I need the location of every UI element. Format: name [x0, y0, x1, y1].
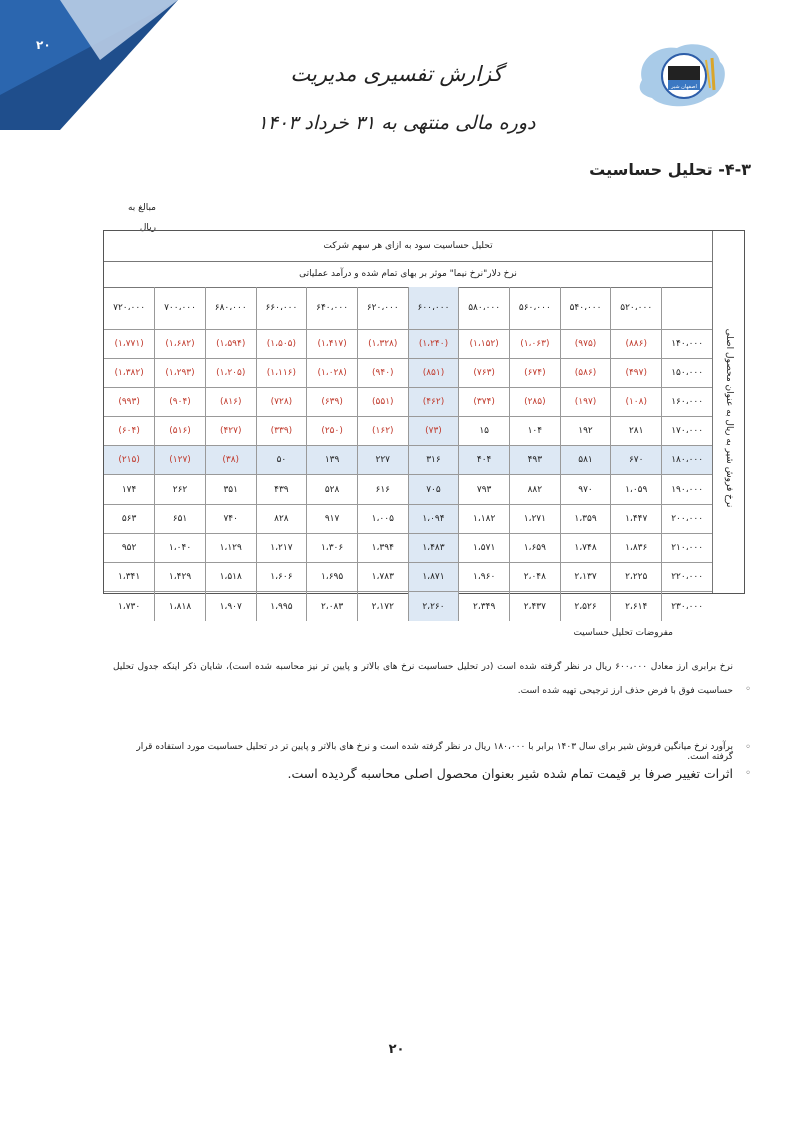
value-cell: (۱،۵۰۵) — [256, 329, 307, 358]
value-cell: ۱،۲۷۱ — [510, 504, 561, 533]
value-cell: (۱،۲۹۳) — [155, 358, 206, 387]
table-row — [104, 592, 712, 621]
value-cell: (۴۶۲) — [408, 387, 459, 416]
value-cell: ۱،۴۸۳ — [408, 533, 459, 562]
value-cell: (۹۹۳) — [104, 387, 155, 416]
value-cell: (۳۸) — [205, 446, 256, 475]
value-cell: ۲،۱۷۲ — [357, 592, 408, 621]
value-cell: ۱،۲۱۷ — [256, 533, 307, 562]
unit-label: مبالغ به ریال — [127, 203, 156, 233]
column-header: ۵۸۰،۰۰۰ — [459, 287, 510, 329]
bullet-icon: ◦ — [745, 768, 751, 779]
table-row — [104, 563, 712, 592]
value-cell: ۶۵۱ — [155, 504, 206, 533]
row-label: ۱۵۰،۰۰۰ — [662, 358, 713, 387]
value-cell: ۲،۶۱۴ — [611, 592, 662, 621]
corner-cell — [662, 287, 713, 329]
report-period: دوره مالی منتهی به ۳۱ خرداد ۱۴۰۳ — [257, 112, 536, 134]
row-label: ۱۷۰،۰۰۰ — [662, 417, 713, 446]
column-header-row — [104, 287, 712, 329]
table-row — [104, 533, 712, 562]
value-cell: (۹۰۴) — [155, 387, 206, 416]
value-cell: (۴۲۷) — [205, 417, 256, 446]
value-cell: ۲۶۲ — [155, 475, 206, 504]
value-cell: (۹۴۰) — [357, 358, 408, 387]
value-cell: ۸۸۲ — [510, 475, 561, 504]
value-cell: ۱،۱۸۲ — [459, 504, 510, 533]
value-cell: ۱،۰۰۵ — [357, 504, 408, 533]
value-cell: (۶۷۴) — [510, 358, 561, 387]
value-cell: ۲،۰۴۸ — [510, 563, 561, 592]
value-cell: (۵۵۱) — [357, 387, 408, 416]
table-row — [104, 504, 712, 533]
value-cell: (۱،۲۰۵) — [205, 358, 256, 387]
value-cell: (۵۸۶) — [560, 358, 611, 387]
value-cell: (۱،۳۲۸) — [357, 329, 408, 358]
column-header: ۵۴۰،۰۰۰ — [560, 287, 611, 329]
value-cell: (۷۲۸) — [256, 387, 307, 416]
value-cell: ۷۰۵ — [408, 475, 459, 504]
value-cell: ۱،۵۷۱ — [459, 533, 510, 562]
table-row — [104, 387, 712, 416]
value-cell: (۱،۵۹۴) — [205, 329, 256, 358]
value-cell: ۱۵ — [459, 417, 510, 446]
value-cell: ۲۲۷ — [357, 446, 408, 475]
value-cell: ۱،۱۲۹ — [205, 533, 256, 562]
value-cell: ۸۲۸ — [256, 504, 307, 533]
value-cell: ۱،۶۵۹ — [510, 533, 561, 562]
row-label: ۲۰۰،۰۰۰ — [662, 504, 713, 533]
value-cell: ۱،۳۵۹ — [560, 504, 611, 533]
value-cell: (۱،۰۶۳) — [510, 329, 561, 358]
table-row — [104, 475, 712, 504]
value-cell: (۱۹۷) — [560, 387, 611, 416]
value-cell: ۵۶۳ — [104, 504, 155, 533]
value-cell: (۳۷۴) — [459, 387, 510, 416]
value-cell: ۱،۷۴۸ — [560, 533, 611, 562]
value-cell: ۴۹۳ — [510, 446, 561, 475]
value-cell: (۷۶۳) — [459, 358, 510, 387]
value-cell: ۱،۷۳۰ — [104, 592, 155, 621]
value-cell: ۱،۹۹۵ — [256, 592, 307, 621]
assumption-item: نرخ برابری ارز معادل ۶۰۰،۰۰۰ ریال در نظر گرفته شده است (در تحلیل حساسیت نرخ های بالاتر و پایین تر نیز محاسبه شده است)، شایان ذکر اینکه جدول تحلیل حساسیت فوق با فرض حذف ارز ترجیحی تهیه شده است. — [113, 662, 734, 696]
value-cell: ۳۵۱ — [205, 475, 256, 504]
column-header: ۶۸۰،۰۰۰ — [205, 287, 256, 329]
value-cell: (۱،۱۵۲) — [459, 329, 510, 358]
value-cell: ۲،۱۳۷ — [560, 563, 611, 592]
value-cell: ۱۷۴ — [104, 475, 155, 504]
value-cell: ۱،۴۲۹ — [155, 563, 206, 592]
sensitivity-table — [103, 230, 745, 612]
value-cell: ۱،۳۹۴ — [357, 533, 408, 562]
section-title: ۴-۳- تحلیل حساسیت — [589, 160, 751, 179]
value-cell: (۱،۳۸۲) — [104, 358, 155, 387]
bullet-icon: ◦ — [745, 684, 751, 695]
column-header: ۷۰۰،۰۰۰ — [155, 287, 206, 329]
column-header: ۵۲۰،۰۰۰ — [611, 287, 662, 329]
bullet-icon: ◦ — [745, 742, 751, 753]
row-label: ۲۲۰،۰۰۰ — [662, 563, 713, 592]
value-cell: ۱،۰۹۴ — [408, 504, 459, 533]
table-subtitle: نرخ دلار"نرخ نیما" موثر بر بهای تمام شده و درآمد عملیاتی — [104, 261, 712, 288]
value-cell: ۳۱۶ — [408, 446, 459, 475]
column-header: ۶۰۰،۰۰۰ — [408, 287, 459, 329]
value-cell: ۱،۷۸۳ — [357, 563, 408, 592]
value-cell: (۱،۱۱۶) — [256, 358, 307, 387]
value-cell: (۸۸۶) — [611, 329, 662, 358]
value-cell: (۷۳) — [408, 417, 459, 446]
row-label: ۲۳۰،۰۰۰ — [662, 592, 713, 621]
value-cell: (۲۸۵) — [510, 387, 561, 416]
value-cell: ۴۳۹ — [256, 475, 307, 504]
value-cell: (۴۹۷) — [611, 358, 662, 387]
report-title: گزارش تفسیری مدیریت — [290, 62, 503, 86]
footer-page-number: ۲۰ — [388, 1042, 405, 1057]
value-cell: ۶۷۰ — [611, 446, 662, 475]
value-cell: ۲۸۱ — [611, 417, 662, 446]
sensitivity-grid — [104, 287, 712, 621]
value-cell: ۱،۹۶۰ — [459, 563, 510, 592]
row-label: ۱۴۰،۰۰۰ — [662, 329, 713, 358]
row-axis-label: نرخ فروش شیر به ریال به عنوان محصول اصلی — [724, 328, 734, 508]
value-cell: (۱،۲۴۰) — [408, 329, 459, 358]
value-cell: (۵۱۶) — [155, 417, 206, 446]
value-cell: ۱،۹۰۷ — [205, 592, 256, 621]
value-cell: ۵۲۸ — [307, 475, 358, 504]
table-row — [104, 446, 712, 475]
value-cell: (۱۲۷) — [155, 446, 206, 475]
table-row — [104, 358, 712, 387]
value-cell: ۱،۸۱۸ — [155, 592, 206, 621]
value-cell: ۱،۰۵۹ — [611, 475, 662, 504]
value-cell: ۱۹۲ — [560, 417, 611, 446]
value-cell: (۶۳۹) — [307, 387, 358, 416]
value-cell: ۷۹۳ — [459, 475, 510, 504]
value-cell: (۱،۰۲۸) — [307, 358, 358, 387]
value-cell: (۶۰۴) — [104, 417, 155, 446]
value-cell: (۱،۷۷۱) — [104, 329, 155, 358]
assumption-item: برآورد نرخ میانگین فروش شیر برای سال ۱۴۰۳ برابر با ۱۸۰،۰۰۰ ریال در نظر گرفته شده است و نرخ های بالاتر و پایین تر در تحلیل حساسیت مورد استفاده قرار گرفته است. — [136, 742, 733, 762]
table-row — [104, 417, 712, 446]
value-cell: ۴۰۴ — [459, 446, 510, 475]
value-cell: ۱،۸۷۱ — [408, 563, 459, 592]
column-header: ۶۴۰،۰۰۰ — [307, 287, 358, 329]
value-cell: (۳۳۹) — [256, 417, 307, 446]
value-cell: ۱،۶۰۶ — [256, 563, 307, 592]
value-cell: ۱،۳۴۱ — [104, 563, 155, 592]
column-header: ۷۲۰،۰۰۰ — [113, 302, 146, 313]
value-cell: ۹۵۲ — [104, 533, 155, 562]
value-cell: ۱،۸۳۶ — [611, 533, 662, 562]
value-cell: ۱،۴۴۷ — [611, 504, 662, 533]
value-cell: (۲۵۰) — [307, 417, 358, 446]
value-cell: ۵۸۱ — [560, 446, 611, 475]
value-cell: ۹۷۰ — [560, 475, 611, 504]
table-title: تحلیل حساسیت سود به ازای هر سهم شرکت — [104, 231, 712, 262]
value-cell: ۵۰ — [256, 446, 307, 475]
table-row — [104, 329, 712, 358]
value-cell: ۱۰۴ — [510, 417, 561, 446]
value-cell: ۲،۲۲۵ — [611, 563, 662, 592]
value-cell: ۱،۳۰۶ — [307, 533, 358, 562]
assumption-item: اثرات تغییر صرفا بر قیمت تمام شده شیر بعنوان محصول اصلی محاسبه گردیده است. — [287, 766, 733, 781]
value-cell: (۱۰۸) — [611, 387, 662, 416]
value-cell: ۷۴۰ — [205, 504, 256, 533]
value-cell: ۱۳۹ — [307, 446, 358, 475]
value-cell: ۱،۰۴۰ — [155, 533, 206, 562]
column-header: ۶۶۰،۰۰۰ — [256, 287, 307, 329]
value-cell: ۱،۶۹۵ — [307, 563, 358, 592]
row-label: ۱۶۰،۰۰۰ — [662, 387, 713, 416]
value-cell: ۲،۴۳۷ — [510, 592, 561, 621]
value-cell: (۹۷۵) — [560, 329, 611, 358]
svg-text:اصفهان شیر: اصفهان شیر — [671, 84, 697, 90]
value-cell: (۲۱۵) — [104, 446, 155, 475]
value-cell: ۲،۰۸۳ — [307, 592, 358, 621]
value-cell: (۱،۴۱۷) — [307, 329, 358, 358]
row-label: ۱۸۰،۰۰۰ — [662, 446, 713, 475]
value-cell: ۲،۲۶۰ — [408, 592, 459, 621]
assumptions-title: مفروضات تحلیل حساسیت — [573, 628, 673, 638]
value-cell: ۲،۵۲۶ — [560, 592, 611, 621]
value-cell: (۱۶۲) — [357, 417, 408, 446]
column-header: ۶۲۰،۰۰۰ — [357, 287, 408, 329]
value-cell: ۱،۵۱۸ — [205, 563, 256, 592]
row-axis — [712, 231, 744, 593]
column-header: ۵۶۰،۰۰۰ — [510, 287, 561, 329]
top-page-number: ۲۰ — [36, 38, 51, 52]
value-cell: (۱،۶۸۲) — [155, 329, 206, 358]
value-cell: ۶۱۶ — [357, 475, 408, 504]
value-cell: (۸۵۱) — [408, 358, 459, 387]
value-cell: ۲،۳۴۹ — [459, 592, 510, 621]
value-cell: (۸۱۶) — [205, 387, 256, 416]
row-label: ۱۹۰،۰۰۰ — [662, 475, 713, 504]
row-label: ۲۱۰،۰۰۰ — [662, 533, 713, 562]
value-cell: ۹۱۷ — [307, 504, 358, 533]
